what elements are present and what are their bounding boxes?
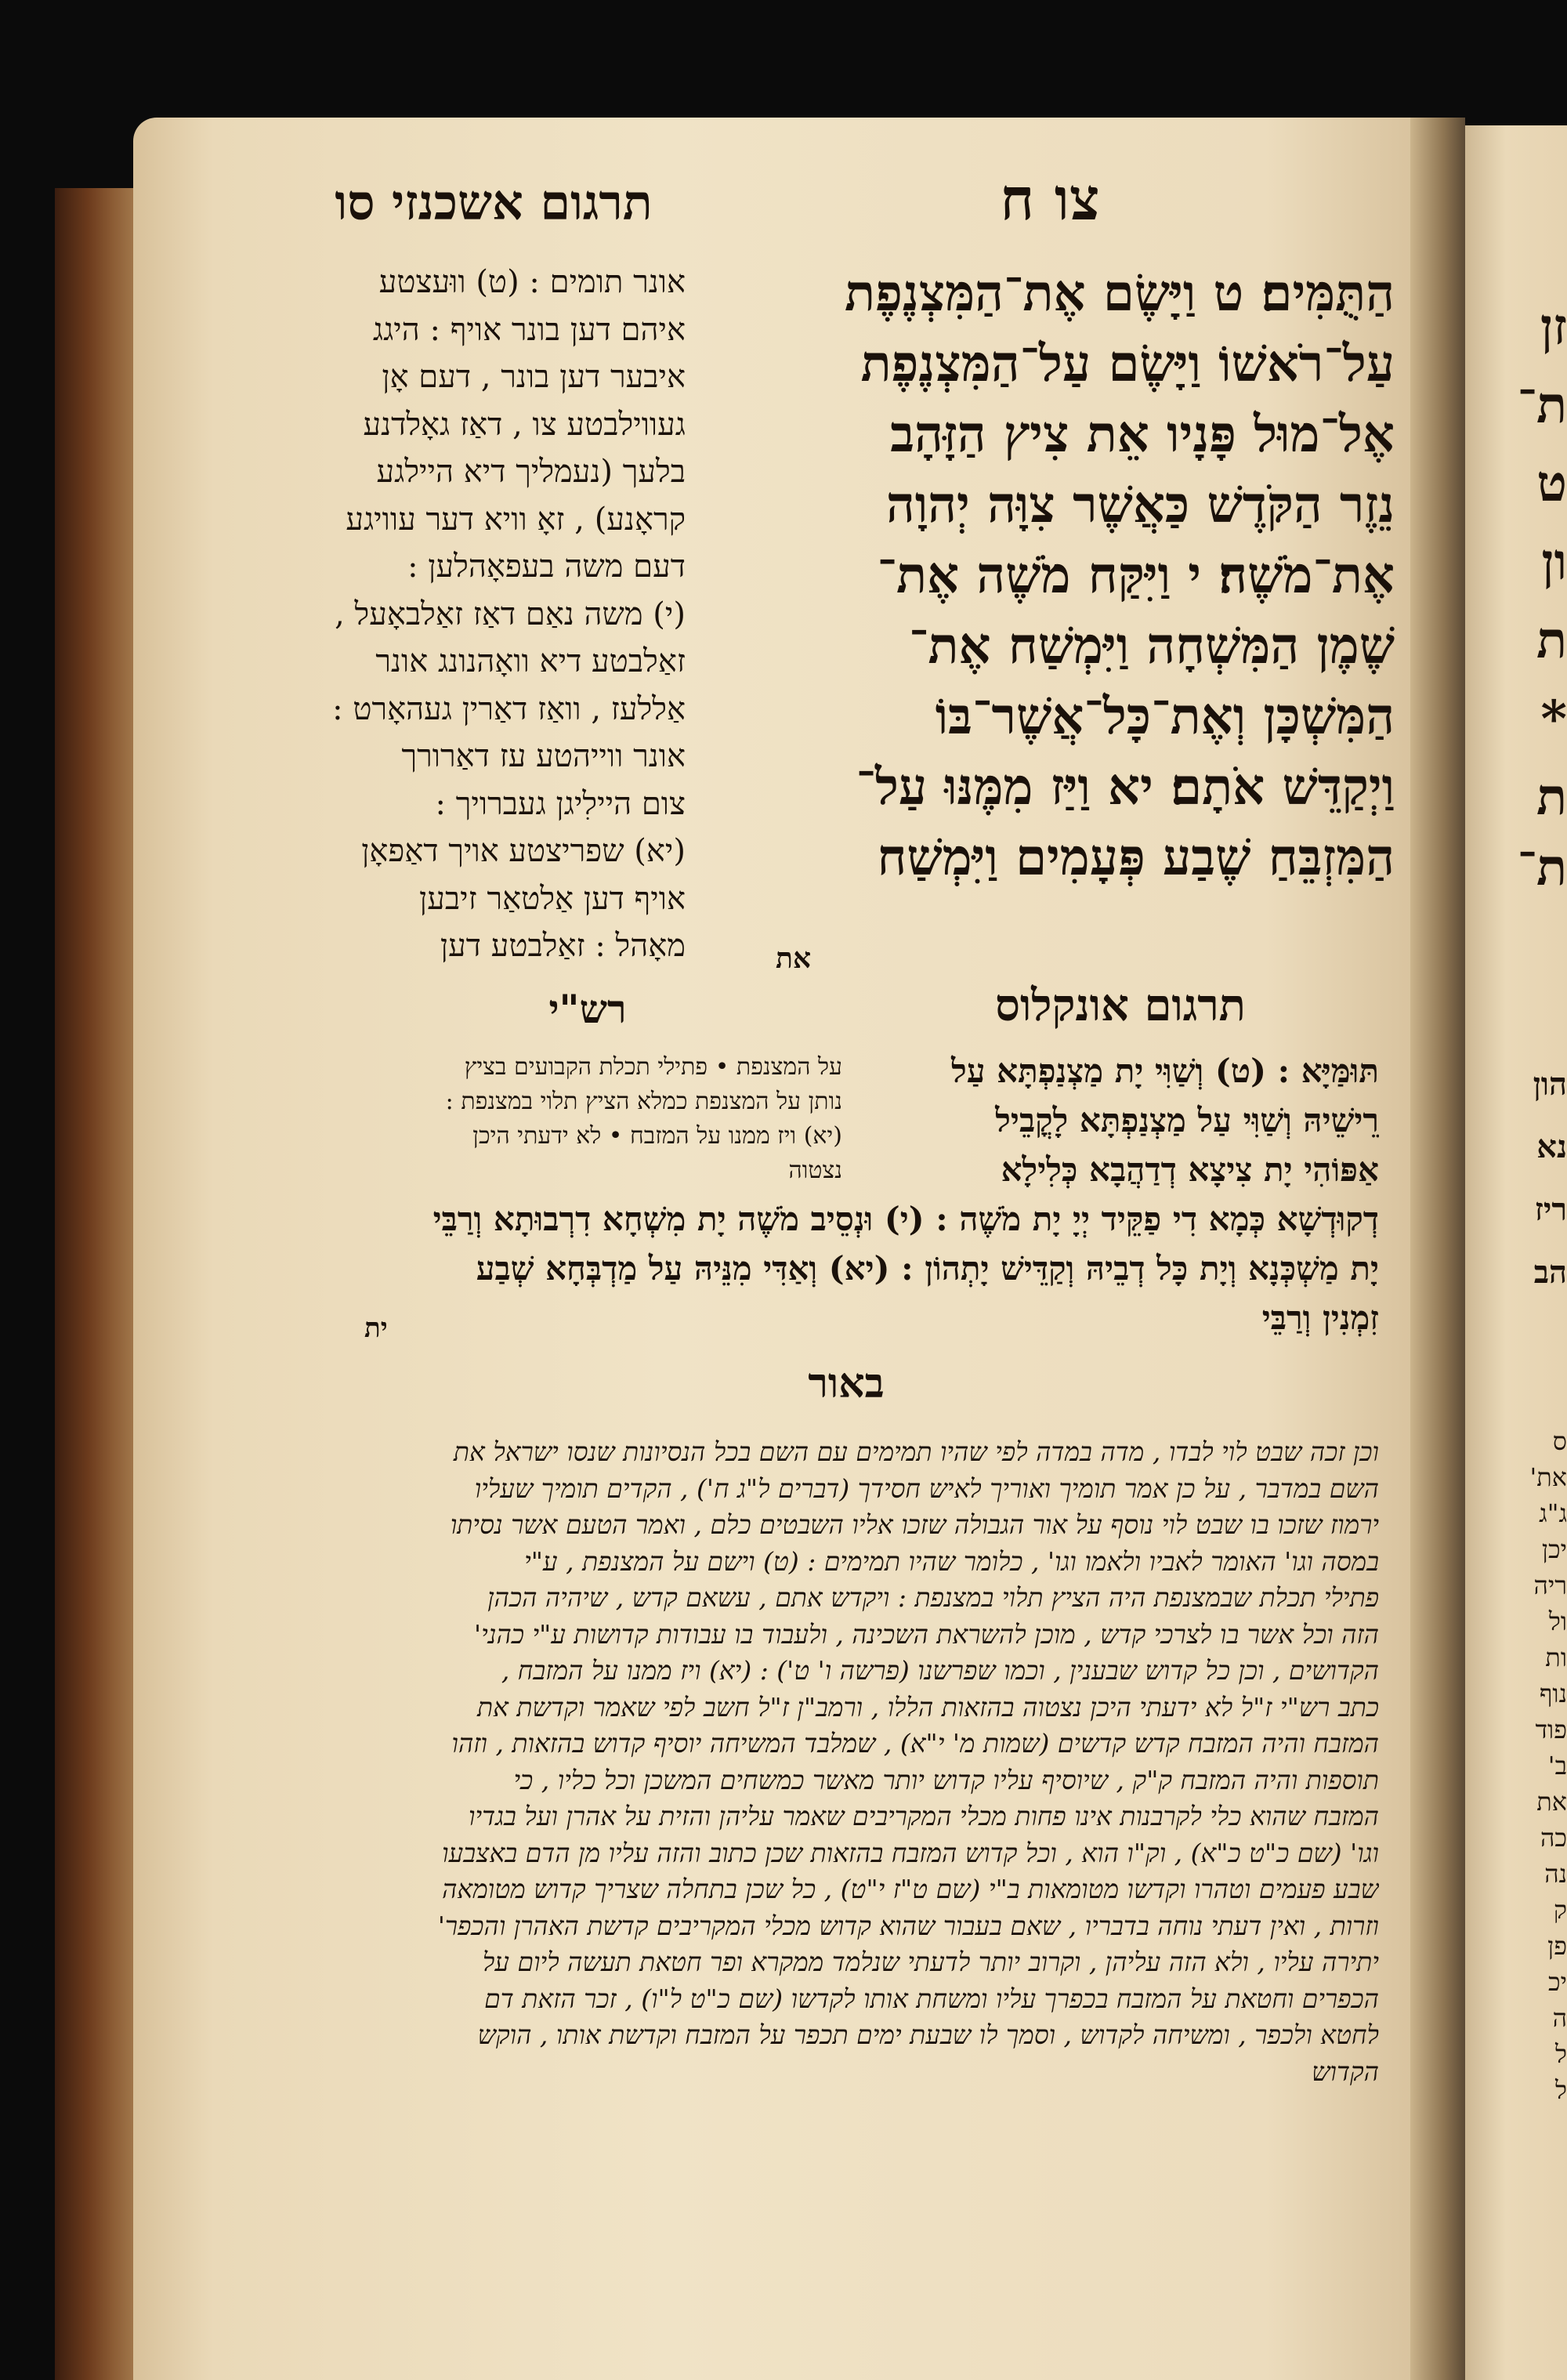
yiddish-line: מאָהל : זאַלבטע דען: [440, 928, 686, 964]
onkelos-line: תּוּמַּיָּא : (ט) וְשַׁוִּי יָת מַצְנַפְתָּא עַל: [951, 1052, 1379, 1090]
onkelos-title: תרגום אונקלוס: [995, 980, 1246, 1031]
facing-page-fragment: נא: [1536, 1128, 1567, 1165]
biur-line: השם במדבר , על כן אמר תומיך ואוריך לאיש חסידך (דברים ל"ג ח') , הקדים תומיך שעליו: [474, 1473, 1379, 1504]
facing-page-fragment: הב: [1533, 1254, 1567, 1291]
facing-page-fragment: ת: [1536, 611, 1567, 670]
facing-page-small-fragment: ה: [1552, 2003, 1567, 2033]
right-page-fragment: [1465, 125, 1567, 2380]
biur-line: פתילי תכלת שבמצנפת היה הציץ תלוי במצנפת : ויקדש אתם , עשאם קדש , שיהיה הכהן: [487, 1582, 1379, 1613]
onkelos-line: אַפּוֹהִי יָת צִיצָא דְדַהֲבָא כְּלִילָא: [1001, 1150, 1379, 1189]
yiddish-line: דעם משה בעפאָהלען :: [407, 549, 686, 585]
facing-page-fragment: הון: [1533, 1066, 1567, 1103]
onkelos-narrow: [862, 1046, 1379, 1194]
biur-line: תוספות והיה המזבח ק"ק , שיוסיף עליו קדוש יותר מאשר כמשחים המשכן וכל כליו , כי: [513, 1764, 1379, 1795]
main-catchword: את: [776, 942, 812, 975]
parasha-header: צו ח: [1000, 166, 1100, 234]
biur-line: כתב רש"י ז"ל לא ידעתי היכן נצטוה בהזאות הללו , ורמב"ן ז"ל חשב לפי שאמר וקדשת את: [476, 1691, 1379, 1723]
facing-page-small-fragment: ול: [1548, 1607, 1567, 1636]
facing-page-small-fragment: פוד: [1535, 1715, 1567, 1744]
facing-page-small-fragment: נוף: [1539, 1679, 1567, 1708]
onkelos-wide: [309, 1194, 1379, 1342]
rashi-line: על המצנפת • פתילי תכלת הקבועים בציץ: [464, 1053, 842, 1081]
yiddish-line: (יא) שפריצטע אויך דאַפאָן: [361, 833, 686, 869]
main-text-line: נֵזֶר הַקֹּדֶשׁ כַּאֲשֶׁר צִוָּה יְהוָה: [886, 476, 1395, 534]
facing-page-fragment: ת־: [1517, 839, 1567, 897]
yiddish-line: אונר תומים : (ט) ווּעצטע: [378, 264, 686, 300]
biur-line: יתירה עליו , ולא הזה עליהן , וקרוב יותר לדעתי שנלמד ממקרא ופר חטאת תעשה ליום על: [482, 1947, 1379, 1977]
facing-page-small-fragment: ג"ג: [1539, 1498, 1567, 1528]
yiddish-line: בלעך (נעמליך דיא היילגע: [376, 454, 686, 490]
biur-commentary: [309, 1434, 1379, 2090]
facing-page-small-fragment: ל: [1555, 2039, 1567, 2069]
biur-line: הקדושים , וכן כל קדוש שבענין , וכמו שפרשנו (פרשה ו' ט') : (יא) ויז ממנו על המזבח ,: [501, 1655, 1379, 1686]
page-gutter: [1410, 118, 1465, 2380]
facing-page-fragment: ט: [1536, 455, 1567, 513]
biur-line: המזבח והיה המזבח קדש קדשים (שמות מ' י"א) , שמלבד המשיחה יוסיף קדוש בהזאות , וזהו: [451, 1728, 1379, 1759]
facing-page-small-fragment: נה: [1544, 1859, 1567, 1889]
biur-title: באור: [808, 1360, 885, 1407]
yiddish-line: געווילבטע צו , דאַז גאָלדנע: [363, 406, 686, 443]
yiddish-line: אונר ווייהטע עז דאַרורך: [401, 738, 686, 774]
yiddish-line: איהם דען בונר אויף : היגג: [372, 311, 686, 348]
facing-page-small-fragment: יכ: [1547, 1967, 1567, 1997]
biur-line: הכפרים וחטאת על המזבח בכפרך עליו ומשחת אותו לקדשו (שם כ"ט ל"ו) , זכר הזאת דם: [484, 1983, 1379, 2014]
main-text-line: הַמִּשְׁכָּן וְאֶת־כָּל־אֲשֶׁר־בּוֹ: [935, 687, 1395, 746]
facing-page-small-fragment: ס: [1552, 1426, 1567, 1456]
yiddish-line: צום היילִיגן געברויך :: [435, 785, 686, 822]
facing-page-fragment: ת־: [1517, 376, 1567, 435]
biur-line: וכן זכה שבט לוי לבדו , מדה במדה לפי שהיו תמימים עם השם בכל הנסיונות שנסו ישראל את: [453, 1436, 1379, 1467]
facing-page-small-fragment: ות: [1545, 1643, 1567, 1672]
onkelos-line: רֵישֵׁיהּ וְשַׁוִּי עַל מַצְנַפְתָּא לָקֳבֵיל: [995, 1101, 1379, 1139]
main-text-line: אֶת־מֹשֶׁה׃ י וַיִּקַּח מֹשֶׁה אֶת־: [877, 546, 1395, 605]
main-text-line: אֶל־מוּל פָּנָיו אֵת צִיץ הַזָּהָב: [890, 405, 1395, 464]
biur-line: שבע פעמים וטהרו וקדשו מטומאות ב"י (שם ט"ז י"ט) , כל שכן בתחלה שצריך קדוש מטומאה: [442, 1874, 1379, 1904]
biur-line: המזבח שהוא כלי לקרבנות אינו פחות מכלי המקריבים שאמר עליהן והזית על אהרן ועל בגדיו: [469, 1801, 1379, 1831]
biur-line: הקדוש: [1312, 2056, 1379, 2087]
facing-page-fragment: *: [1540, 690, 1567, 748]
rashi-title: רש"י: [548, 986, 627, 1032]
facing-page-fragment: ת: [1536, 768, 1567, 827]
yiddish-line: זאַלבטע דיא וואָהנונג אונר: [375, 643, 686, 679]
onkelos-line: דְקוּדְשָׁא כְּמָא דִי פַקֵּיד יְיָ יָת מֹשֶׁה : (י) וּנְסֵיב מֹשֶׁה יָת מִשְׁחָא דִרְבוּתָא וְרַבֵּי: [432, 1200, 1379, 1238]
biur-line: ירמוז שזכו בו שבט לוי נוסף על אור הגבולה שזכו אליו השבטים כלם , ואמר הטעם אשר נסיתו: [450, 1509, 1379, 1540]
yiddish-line: איבער דען בונר , דעם אָן: [382, 359, 686, 395]
biur-line: וזרות , ואין דעתי נוחה בדבריו , שאם בעבור שהוא קדוש מכלי המקריבים קדשת האהרן והכפר': [437, 1910, 1379, 1941]
yiddish-translation: [309, 259, 686, 970]
facing-page-small-fragment: יכן: [1541, 1534, 1567, 1564]
rashi-line: (יא) ויז ממנו על המזבח • לא ידעתי היכן: [472, 1122, 842, 1150]
facing-page-small-fragment: ל: [1555, 2075, 1567, 2105]
facing-page-fragment: ריז: [1534, 1191, 1567, 1228]
hebrew-main-text: [689, 259, 1395, 893]
main-text-line: הַתֻּמִּים׃ ט וַיָּשֶׂם אֶת־הַמִּצְנֶפֶת: [845, 264, 1395, 323]
facing-page-fragment: ון: [1541, 533, 1567, 592]
rashi-line: נצטוה: [788, 1157, 842, 1184]
facing-page-small-fragment: פן: [1547, 1931, 1567, 1961]
running-title: תרגום אשכנזי סו: [335, 174, 653, 231]
rashi-commentary: [309, 1050, 842, 1188]
facing-page-small-fragment: את': [1529, 1462, 1567, 1492]
main-text-line: הַמִּזְבֵּחַ שֶׁבַע פְּעָמִים וַיִּמְשַׁח: [877, 828, 1395, 887]
biur-line: וגו' (שם כ"ט כ"א) , וק"ו הוא , וכל קדוש המזבח בהזאות שכן כתוב והזה עליו מן הדם באצבעו: [442, 1837, 1379, 1868]
biur-line: לחטא ולכפר , ומשיחה לקדוש , וסמך לו שבעת ימים תכפר על המזבח וקדשת אותו , הוקש: [477, 2020, 1379, 2050]
biur-line: במסה וגו' האומר לאביו ולאמו וגו' , כלומר שהיו תמימים : (ט) וישם על המצנפת , ע"י: [524, 1545, 1379, 1577]
yiddish-line: אויף דען אַלטאַר זיבען: [419, 880, 686, 917]
biur-line: הזה וכל אשר בו לצרכי קדש , מוכן להשראת השכינה , ולעבוד בו עבודות קדושות ע"י כהני': [474, 1618, 1379, 1650]
onkelos-line: זִמְנִין וְרַבֵּי: [1261, 1299, 1379, 1337]
facing-page-small-fragment: ב': [1547, 1751, 1567, 1780]
facing-page-fragment: זן: [1540, 298, 1567, 357]
onkelos-line: יָת מַשְׁכְּנָא וְיָת כָּל דְבֵיהּ וְקַדֵּישׁ יָתְהוֹן : (יא) וְאַדִּי מִנֵּיהּ עַל מַדְבְּחָא שְׁבַע: [476, 1249, 1379, 1288]
facing-page-small-fragment: ריה: [1533, 1570, 1567, 1600]
main-text-line: עַל־רֹאשׁוֹ וַיָּשֶׂם עַל־הַמִּצְנֶפֶת: [860, 335, 1395, 393]
facing-page-small-fragment: כה: [1540, 1823, 1567, 1853]
main-text-line: שֶׁמֶן הַמִּשְׁחָה וַיִּמְשַׁח אֶת־: [908, 617, 1395, 676]
onkelos-catchword: ית: [364, 1313, 388, 1344]
yiddish-line: אַללעז , וואַז דאַרין געהאָרט :: [332, 690, 686, 727]
rashi-line: נותן על המצנפת כמלא הציץ תלוי במצנפת :: [445, 1088, 842, 1115]
main-text-line: וַיְקַדֵּשׁ אֹתָם׃ יא וַיַּז מִמֶּנּוּ עַל־: [856, 758, 1395, 817]
facing-page-small-fragment: ק: [1553, 1895, 1567, 1925]
yiddish-line: (י) משה נאַם דאַז זאַלבאָעל ,: [335, 596, 686, 632]
facing-page-small-fragment: את: [1536, 1787, 1567, 1817]
yiddish-line: קראָנע) , זאָ וויא דער עוויגע: [346, 501, 686, 538]
